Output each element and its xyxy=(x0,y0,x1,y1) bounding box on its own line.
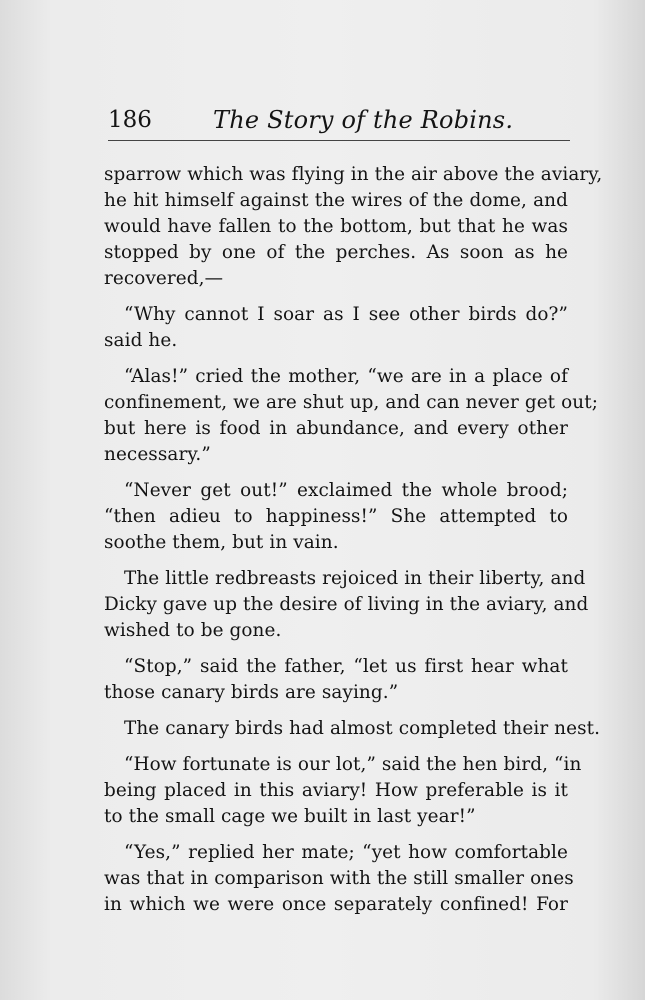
text-line: wished to be gone. xyxy=(104,620,282,641)
text-line: Dicky gave up the desire of living in the aviary, and xyxy=(104,594,589,615)
text-line: “Why cannot I soar as I see other birds do?” xyxy=(124,304,568,325)
text-line: sparrow which was flying in the air above the aviary, xyxy=(104,164,603,185)
text-line: necessary.” xyxy=(104,444,211,465)
text-line: in which we were once separately confined! For xyxy=(104,894,568,915)
text-line: soothe them, but in vain. xyxy=(104,532,339,553)
text-line: The little redbreasts rejoiced in their liberty, and xyxy=(124,568,586,589)
paragraph xyxy=(104,716,601,742)
text-line: “then adieu to happiness!” She attempted to xyxy=(104,506,568,527)
header-rule xyxy=(108,140,570,141)
text-line: he hit himself against the wires of the dome, and xyxy=(104,190,568,211)
text-line: “Yes,” replied her mate; “yet how comfortable xyxy=(124,842,568,863)
text-line: The canary birds had almost completed their nest. xyxy=(124,718,601,739)
paragraph xyxy=(104,162,603,292)
text-line: recovered,— xyxy=(104,268,224,289)
paragraph xyxy=(104,478,572,556)
text-line: to the small cage we built in last year!” xyxy=(104,806,476,827)
paragraph xyxy=(104,840,572,918)
text-line: those canary birds are saying.” xyxy=(104,682,399,703)
text-line: confinement, we are shut up, and can never get out; xyxy=(104,392,599,413)
text-line: “Stop,” said the father, “let us first hear what xyxy=(124,656,568,677)
running-title: The Story of the Robins. xyxy=(213,106,514,134)
text-line: “How fortunate is our lot,” said the hen bird, “in xyxy=(124,754,582,775)
text-line: was that in comparison with the still smaller ones xyxy=(104,868,574,889)
body-text xyxy=(104,162,603,918)
paragraph xyxy=(104,566,589,644)
paragraph xyxy=(104,302,572,354)
text-line: stopped by one of the perches. As soon as he xyxy=(104,242,568,263)
running-header xyxy=(108,106,570,140)
paragraph xyxy=(104,752,582,830)
paragraph xyxy=(104,364,599,468)
text-line: said he. xyxy=(104,330,178,351)
text-line: “Never get out!” exclaimed the whole brood; xyxy=(124,480,568,501)
text-line: “Alas!” cried the mother, “we are in a place of xyxy=(124,366,568,387)
text-line: would have fallen to the bottom, but that he was xyxy=(104,216,568,237)
text-line: being placed in this aviary! How preferable is it xyxy=(104,780,568,801)
page-number: 186 xyxy=(108,107,152,133)
paragraph xyxy=(104,654,572,706)
text-line: but here is food in abundance, and every other xyxy=(104,418,568,439)
